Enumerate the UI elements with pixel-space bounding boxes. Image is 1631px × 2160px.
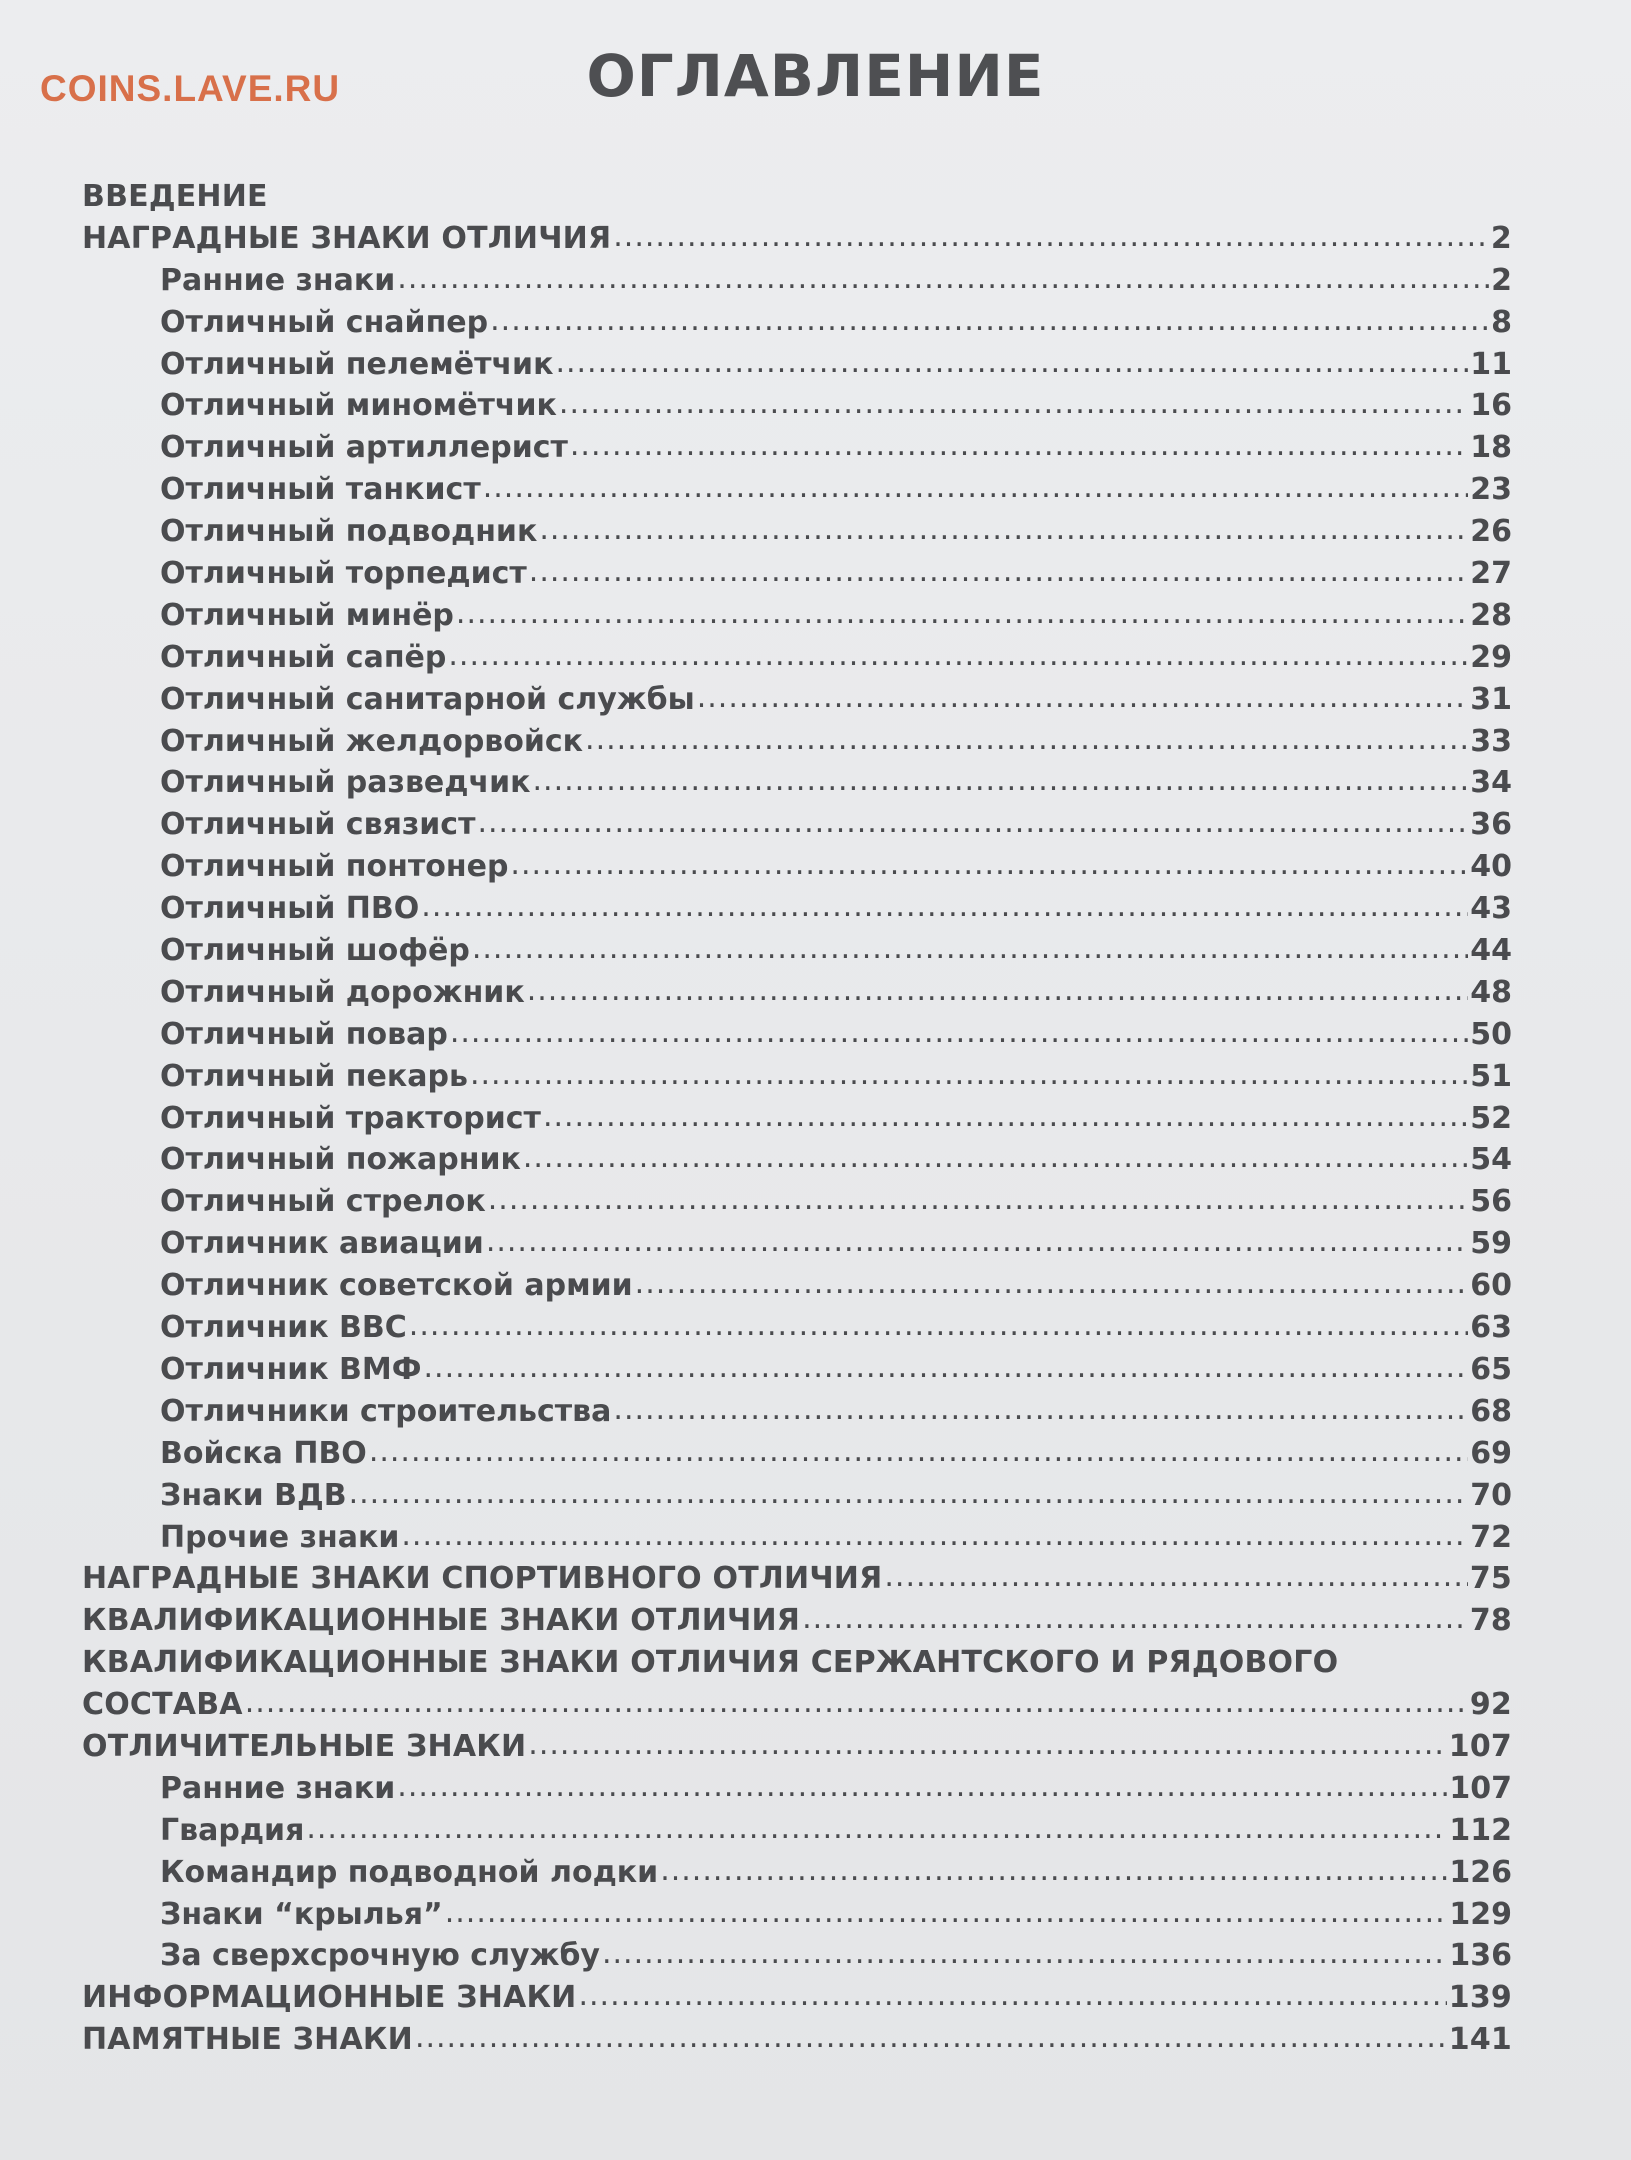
- toc-entry-page-number: 2: [1491, 262, 1512, 298]
- dot-leader: [613, 216, 1489, 258]
- toc-entry: [82, 302, 1512, 344]
- toc-entry-title: Отличный подводник: [160, 514, 538, 550]
- toc-entry-title: Отличный разведчик: [160, 765, 531, 801]
- toc-entry-page-number: 63: [1470, 1310, 1512, 1346]
- toc-entry-page-number: 29: [1470, 639, 1512, 675]
- toc-entry-page-number: 28: [1470, 597, 1512, 633]
- toc-entry: [82, 637, 1512, 679]
- toc-entry-title: Отличник ВВС: [160, 1310, 407, 1346]
- toc-entry-page-number: 52: [1470, 1100, 1512, 1136]
- toc-entry-page-number: 112: [1449, 1812, 1512, 1848]
- toc-entry-page-number: 11: [1470, 346, 1512, 382]
- toc-entry-page-number: 60: [1470, 1268, 1512, 1304]
- toc-entry: [82, 1349, 1512, 1391]
- dot-leader: [533, 760, 1469, 802]
- toc-entry-title: НАГРАДНЫЕ ЗНАКИ СПОРТИВНОГО ОТЛИЧИЯ: [82, 1561, 883, 1597]
- toc-entry-title: Гвардия: [160, 1812, 305, 1848]
- toc-entry: [82, 2019, 1512, 2061]
- dot-leader: [539, 509, 1468, 551]
- toc-entry-title: Отличный тракторист: [160, 1100, 541, 1136]
- watermark: COINS.LAVE.RU: [40, 68, 341, 109]
- toc-entry-title: Отличный желдорвойск: [160, 723, 584, 759]
- dot-leader: [527, 970, 1469, 1012]
- toc-entry-page-number: 141: [1448, 2022, 1512, 2058]
- toc-entry-page-number: 8: [1491, 304, 1512, 340]
- dot-leader: [884, 1556, 1467, 1598]
- dot-leader: [477, 802, 1468, 844]
- toc-entry: [82, 218, 1512, 260]
- dot-leader: [486, 1221, 1468, 1263]
- dot-leader: [445, 1892, 1448, 1934]
- dot-leader: [421, 886, 1468, 928]
- toc-entry: [82, 972, 1512, 1014]
- toc-entry-page-number: 26: [1470, 514, 1512, 550]
- toc-entry-title: Знаки “крылья”: [160, 1896, 443, 1932]
- dot-leader: [510, 844, 1468, 886]
- toc-entry: [82, 1475, 1512, 1517]
- dot-leader: [472, 928, 1468, 970]
- toc-entry-title: Отличный пожарник: [160, 1142, 521, 1178]
- toc-entry: [82, 804, 1512, 846]
- toc-entry: [82, 427, 1512, 469]
- toc-entry-title: Командир подводной лодки: [160, 1854, 659, 1890]
- toc-entry-page-number: 2: [1490, 220, 1512, 256]
- toc-entry-title: Отличный пелемётчик: [160, 346, 554, 382]
- toc-entry-title: Отличный понтонер: [160, 849, 509, 885]
- dot-leader: [424, 1347, 1469, 1389]
- toc-entry-title: Знаки ВДВ: [160, 1477, 347, 1513]
- dot-leader: [570, 425, 1468, 467]
- toc-entry-title: Отличный артиллерист: [160, 430, 568, 466]
- toc-entry-title: НАГРАДНЫЕ ЗНАКИ ОТЛИЧИЯ: [82, 220, 612, 256]
- toc-entry-title: Отличник авиации: [160, 1226, 484, 1262]
- toc-entry-page-number: 23: [1470, 472, 1512, 508]
- toc-entry-page-number: 50: [1470, 1016, 1512, 1052]
- toc-entry: [82, 1684, 1512, 1726]
- toc-entry: [82, 1391, 1512, 1433]
- toc-entry-page-number: 107: [1449, 1770, 1512, 1806]
- toc-entry: [82, 1726, 1512, 1768]
- toc-entry-title: Отличный танкист: [160, 472, 481, 508]
- toc-entry: [82, 888, 1512, 930]
- toc-entry-page-number: 27: [1470, 556, 1512, 592]
- toc-entry-page-number: 126: [1449, 1854, 1512, 1890]
- toc-entry-title: Отличный стрелок: [160, 1184, 486, 1220]
- toc-entry: [82, 1139, 1512, 1181]
- toc-entry-title: ИНФОРМАЦИОННЫЕ ЗНАКИ: [82, 1980, 577, 2016]
- toc-entry-page-number: 36: [1470, 807, 1512, 843]
- toc-entry-page-number: 31: [1470, 681, 1512, 717]
- toc-entry-page-number: 44: [1470, 933, 1512, 969]
- toc-entry: [82, 1433, 1512, 1475]
- toc-entry-title: Ранние знаки: [160, 1770, 396, 1806]
- toc-entry: [82, 1642, 1512, 1684]
- toc-entry-title: Отличный пекарь: [160, 1058, 468, 1094]
- toc-entry: [82, 385, 1512, 427]
- toc-entry-page-number: 78: [1469, 1603, 1512, 1639]
- toc-entry-page-number: 34: [1470, 765, 1512, 801]
- toc-entry-page-number: 68: [1470, 1393, 1512, 1429]
- dot-leader: [349, 1473, 1469, 1515]
- toc-entry-title: Отличный сапёр: [160, 639, 447, 675]
- toc-entry: [82, 1894, 1512, 1936]
- toc-entry: [82, 1600, 1512, 1642]
- dot-leader: [470, 1054, 1468, 1096]
- toc-entry-title: Отличный связист: [160, 807, 476, 843]
- dot-leader: [559, 383, 1468, 425]
- toc-entry-title: Отличный снайпер: [160, 304, 489, 340]
- toc-entry-title: Отличный шофёр: [160, 933, 470, 969]
- toc-entry-page-number: 43: [1470, 891, 1512, 927]
- toc-entry-title: СОСТАВА: [82, 1687, 243, 1723]
- dot-leader: [488, 1179, 1469, 1221]
- toc-entry: [82, 679, 1512, 721]
- table-of-contents: [82, 176, 1512, 2061]
- dot-leader: [578, 1975, 1446, 2017]
- toc-entry: [82, 1977, 1512, 2019]
- toc-entry: [82, 1223, 1512, 1265]
- dot-leader: [555, 342, 1468, 384]
- toc-entry-title: Прочие знаки: [160, 1519, 400, 1555]
- toc-entry: [82, 1852, 1512, 1894]
- toc-entry-page-number: 70: [1470, 1477, 1512, 1513]
- dot-leader: [613, 1389, 1468, 1431]
- dot-leader: [660, 1850, 1447, 1892]
- toc-entry-title: Отличник советской армии: [160, 1268, 633, 1304]
- dot-leader: [543, 1096, 1468, 1138]
- dot-leader: [529, 551, 1468, 593]
- toc-entry: [82, 1558, 1512, 1600]
- toc-entry: [82, 1014, 1512, 1056]
- toc-entry-title: КВАЛИФИКАЦИОННЫЕ ЗНАКИ ОТЛИЧИЯ СЕРЖАНТСКОГО И РЯДОВОГО: [82, 1645, 1339, 1681]
- toc-entry-page-number: 75: [1469, 1561, 1512, 1597]
- dot-leader: [306, 1808, 1447, 1850]
- toc-entry-page-number: 16: [1470, 388, 1512, 424]
- dot-leader: [802, 1598, 1468, 1640]
- toc-entry-title: Войска ПВО: [160, 1435, 367, 1471]
- toc-entry-title: За сверхсрочную службу: [160, 1938, 600, 1974]
- toc-entry-page-number: 59: [1470, 1226, 1512, 1262]
- toc-entry-page-number: 69: [1470, 1435, 1512, 1471]
- toc-entry-page-number: 129: [1449, 1896, 1512, 1932]
- toc-entry-page-number: 33: [1470, 723, 1512, 759]
- toc-entry-title: ПАМЯТНЫЕ ЗНАКИ: [82, 2022, 413, 2058]
- dot-leader: [401, 1515, 1468, 1557]
- toc-entry-page-number: 51: [1470, 1058, 1512, 1094]
- toc-entry: [82, 469, 1512, 511]
- toc-entry-title: Отличный миномётчик: [160, 388, 557, 424]
- toc-entry-page-number: 18: [1470, 430, 1512, 466]
- toc-entry-title: Отличный торпедист: [160, 556, 527, 592]
- dot-leader: [483, 467, 1469, 509]
- toc-entry: [82, 1056, 1512, 1098]
- toc-entry-page-number: 107: [1448, 1728, 1512, 1764]
- toc-entry-title: Отличники строительства: [160, 1393, 612, 1429]
- toc-entry: [82, 1810, 1512, 1852]
- toc-entry-page-number: 92: [1469, 1687, 1512, 1723]
- toc-entry-title: Отличный дорожник: [160, 974, 525, 1010]
- toc-entry: [82, 1517, 1512, 1559]
- dot-leader: [528, 1724, 1446, 1766]
- toc-entry-page-number: 40: [1470, 849, 1512, 885]
- toc-entry: [82, 930, 1512, 972]
- toc-entry-page-number: 65: [1470, 1351, 1512, 1387]
- toc-entry-page-number: 56: [1470, 1184, 1512, 1220]
- toc-entry-title: Отличный повар: [160, 1016, 448, 1052]
- dot-leader: [585, 719, 1468, 761]
- dot-leader: [697, 677, 1469, 719]
- dot-leader: [448, 635, 1468, 677]
- toc-entry-title: Отличник ВМФ: [160, 1351, 422, 1387]
- toc-entry: [82, 553, 1512, 595]
- toc-entry-title: КВАЛИФИКАЦИОННЫЕ ЗНАКИ ОТЛИЧИЯ: [82, 1603, 801, 1639]
- toc-entry: [82, 511, 1512, 553]
- toc-entry: [82, 1307, 1512, 1349]
- toc-entry-title: ОТЛИЧИТЕЛЬНЫЕ ЗНАКИ: [82, 1728, 527, 1764]
- toc-entry-page-number: 136: [1449, 1938, 1512, 1974]
- toc-entry-title: Отличный ПВО: [160, 891, 420, 927]
- toc-entry-page-number: 54: [1470, 1142, 1512, 1178]
- dot-leader: [523, 1137, 1468, 1179]
- toc-entry: [82, 1098, 1512, 1140]
- toc-entry: [82, 1265, 1512, 1307]
- dot-leader: [245, 1682, 1468, 1724]
- dot-leader: [602, 1933, 1447, 1975]
- toc-entry-page-number: 48: [1470, 974, 1512, 1010]
- dot-leader: [409, 1305, 1468, 1347]
- toc-entry: [82, 344, 1512, 386]
- toc-entry: [82, 721, 1512, 763]
- dot-leader: [369, 1431, 1468, 1473]
- dot-leader: [415, 2017, 1447, 2059]
- page-title: ОГЛАВЛЕНИЕ: [586, 42, 1045, 110]
- toc-entry-title: ВВЕДЕНИЕ: [82, 179, 268, 214]
- dot-leader: [490, 300, 1489, 342]
- dot-leader: [456, 593, 1468, 635]
- toc-entry: [82, 1181, 1512, 1223]
- toc-entry: [82, 595, 1512, 637]
- toc-entry: [82, 1935, 1512, 1977]
- toc-entry: [82, 846, 1512, 888]
- dot-leader: [450, 1012, 1468, 1054]
- dot-leader: [397, 258, 1489, 300]
- dot-leader: [635, 1263, 1469, 1305]
- toc-entry: [82, 1768, 1512, 1810]
- toc-entry-title: Ранние знаки: [160, 262, 396, 298]
- toc-entry-page-number: 139: [1448, 1980, 1512, 2016]
- toc-entry: [82, 176, 1512, 218]
- toc-entry: [82, 762, 1512, 804]
- toc-entry-title: Отличный санитарной службы: [160, 681, 695, 717]
- dot-leader: [397, 1766, 1447, 1808]
- toc-entry-title: Отличный минёр: [160, 597, 454, 633]
- toc-entry-page-number: 72: [1470, 1519, 1512, 1555]
- toc-entry: [82, 260, 1512, 302]
